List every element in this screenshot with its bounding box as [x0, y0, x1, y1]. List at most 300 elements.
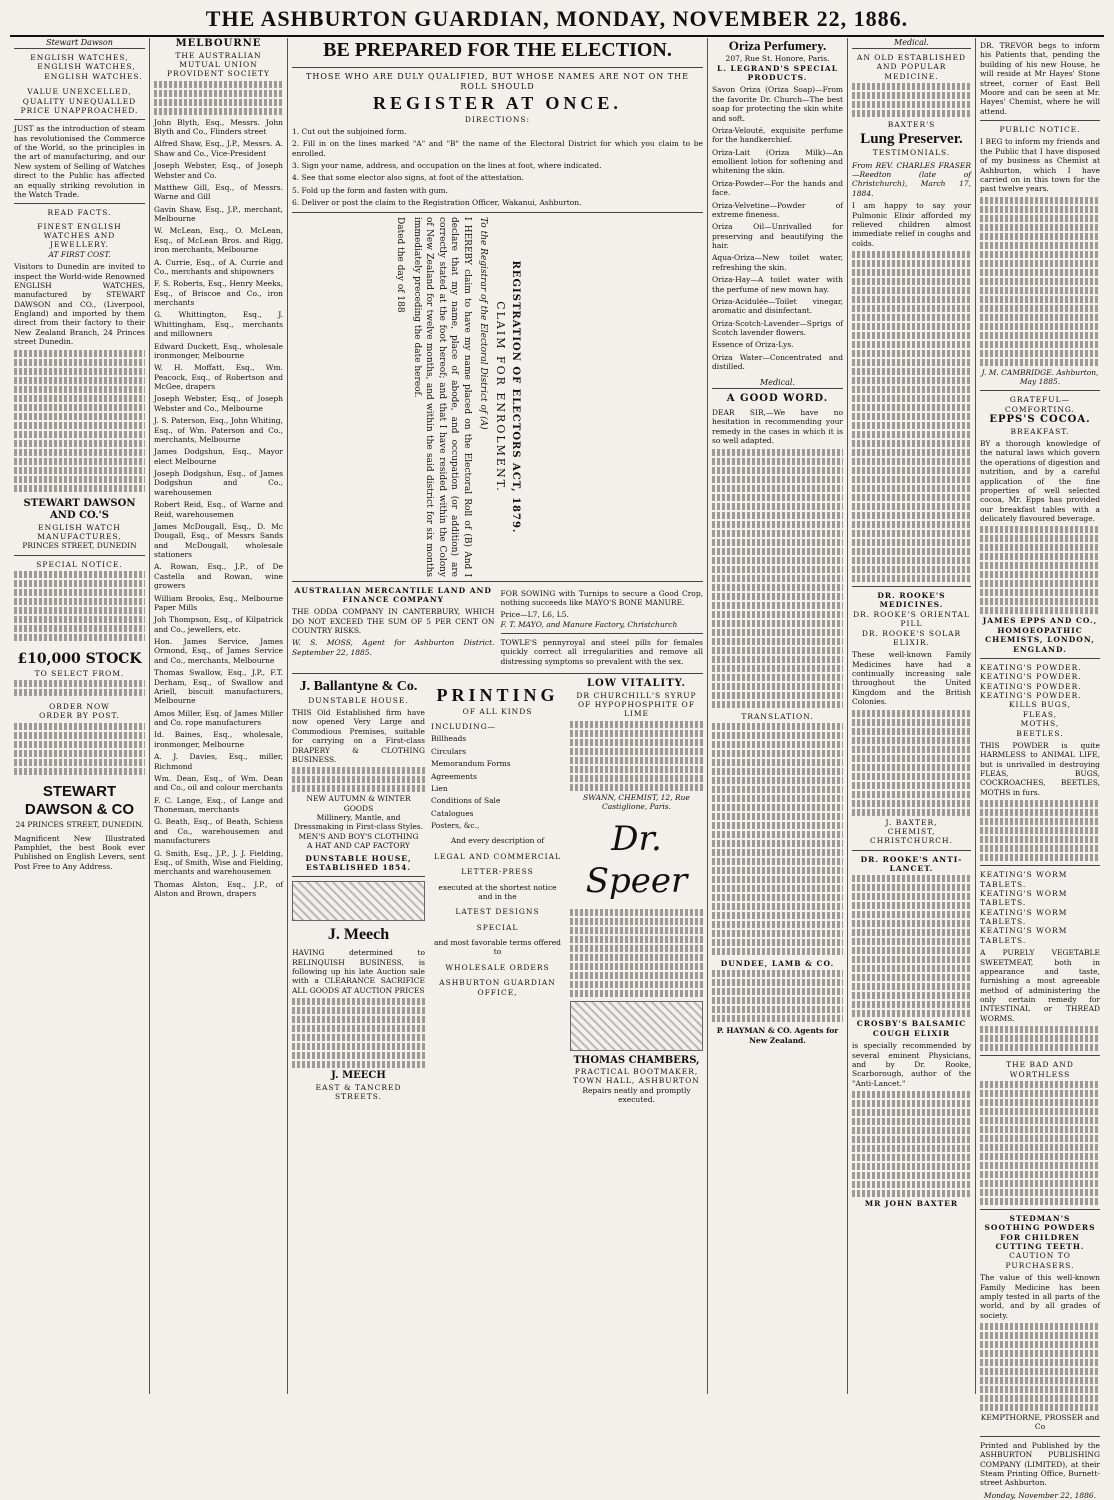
text-filler — [980, 197, 1100, 204]
epps-sig: JAMES EPPS AND CO., HOMOEOPATHIC CHEMISTS, LONDON, ENGLAND. — [982, 616, 1098, 654]
epps-grateful: GRATEFUL—COMFORTING. — [1004, 395, 1076, 414]
subscriber-entry: Gavin Shaw, Esq., J.P., merchant, Melbourne — [154, 204, 283, 223]
text-filler — [980, 206, 1100, 213]
text-filler — [570, 748, 703, 755]
text-filler — [852, 1091, 971, 1098]
printing-item: Billheads — [431, 734, 467, 744]
lung-pre: BAXTER'S — [887, 120, 936, 130]
divider — [292, 673, 703, 674]
text-filler — [14, 634, 145, 641]
trevor-notice: DR. TREVOR begs to inform his Patients that, pending the building of his new House, he will reside at Mr Hayes' Stone street, corner of East Bell Moore and can be seen at Mr. Hayes' Chemist, where he will attend. — [980, 41, 1100, 116]
text-filler — [980, 359, 1100, 366]
mercantile-body: THE ODDA COMPANY IN CANTERBURY, WHICH DO NOT EXCEED THE SUM OF 5 PER CENT ON COUNTRY RISKS. — [292, 607, 495, 635]
text-filler — [14, 377, 145, 384]
subscriber-entry: F. S. Roberts, Esq., Henry Meeks, Esq., of Briscoe and Co., iron merchants — [154, 279, 283, 307]
printing-wholesale: WHOLESALE ORDERS — [445, 962, 550, 972]
oriza-product: Oriza-Lait (Oriza Milk)—An emollient lotion for softening and whitening the skin. — [712, 147, 843, 176]
text-filler — [980, 1135, 1100, 1142]
printing-title: PRINTING — [436, 685, 559, 706]
text-filler — [980, 1350, 1100, 1357]
subscriber-entry: Joseph Webster, Esq., of Joseph Webster and Co., Melbourne — [154, 394, 283, 413]
divider — [292, 581, 703, 582]
text-filler — [292, 1016, 425, 1023]
text-filler — [570, 784, 703, 791]
text-filler — [292, 1007, 425, 1014]
printing-item: Posters, &c., — [431, 821, 480, 830]
text-filler — [852, 323, 971, 330]
subscriber-entry: William Brooks, Esq., Melbourne Paper Mills — [154, 593, 283, 612]
text-filler — [712, 593, 843, 600]
col2-heading: MELBOURNE — [175, 38, 262, 49]
text-filler — [14, 485, 145, 492]
baxter-role: CHEMIST, CHRISTCHURCH. — [870, 826, 953, 846]
divider — [980, 1436, 1100, 1437]
column-6 — [976, 38, 1104, 1500]
printing-more: And every description of — [450, 836, 545, 846]
text-filler — [712, 804, 843, 811]
text-filler — [712, 1015, 843, 1022]
oriza-product: Oriza-Velouté, exquisite perfume for the handkerchief. — [712, 125, 843, 145]
rooke-title: DR. ROOKE'S MEDICINES. — [877, 591, 946, 610]
epps-body: BY a thorough knowledge of the natural laws which govern the operations of digestion and nutrition, and by a careful application of the fine properties of well selected cocoa, Mr. Epps has provided our breakfast tables with a delicately flavoured beverage. — [980, 439, 1100, 523]
direction-item: 5. Fold up the form and fasten with gum. — [292, 185, 448, 195]
text-filler — [570, 918, 703, 925]
column-4 — [708, 38, 848, 1394]
direction-item: 1. Cut out the subjoined form. — [292, 126, 407, 136]
text-filler — [852, 548, 971, 555]
text-filler — [154, 108, 283, 115]
text-filler — [14, 732, 145, 739]
printing-office: ASHBURTON GUARDIAN — [439, 978, 556, 988]
divider — [292, 67, 703, 68]
ballantyne-item: MEN'S AND BOY'S CLOTHING — [298, 831, 419, 841]
subscriber-entry: Thomas Swallow, Esq., J.P., F.T. Derham, Esq., of Swallow and Ariell, biscuit manufacturers, Melbourne — [154, 668, 283, 706]
mercantile-sig: W. S. MOSS, Agent for Ashburton District. September 22, 1885. — [292, 638, 495, 657]
text-filler — [154, 99, 283, 106]
text-filler — [852, 377, 971, 384]
text-filler — [570, 739, 703, 746]
handwritten-signature: Dr. Speer — [585, 818, 688, 901]
text-filler — [712, 777, 843, 784]
rotated-form — [393, 217, 522, 577]
text-filler — [14, 680, 145, 687]
subscriber-entry: Alfred Shaw, Esq., J.P., Messrs. A. Shaw and Co., Vice-President — [154, 139, 283, 158]
text-filler — [14, 368, 145, 375]
direction-item: 2. Fill in on the lines marked "A" and "B" the name of the Electoral District for which you claim to be enrolled. — [292, 139, 703, 158]
worm-line: KEATING'S WORM TABLETS. — [980, 888, 1068, 908]
col5-label: Medical. — [852, 38, 971, 49]
text-filler — [14, 768, 145, 775]
subscriber-entry: John Blyth, Esq., Messrs. John Blyth and Co., Flinders street — [154, 117, 283, 136]
divider — [980, 1209, 1100, 1210]
stedman-title: STEDMAN'S SOOTHING POWDERS FOR CHILDREN CUTTING TEETH. — [984, 1213, 1096, 1251]
text-filler — [852, 782, 971, 789]
rooke-item: DR. ROOKE'S SOLAR ELIXIR. — [861, 628, 962, 647]
finest-heading: FINEST ENGLISH WATCHES AND — [37, 221, 122, 240]
subscriber-list — [154, 118, 283, 899]
stedman-body: The value of this well-known Family Medicine has been amply tested in all parts of the world, and by all grades of society. — [980, 1273, 1100, 1320]
oriza-product: Oriza-Velvetine—Powder of extreme fineness. — [712, 200, 843, 219]
text-filler — [712, 557, 843, 564]
oriza-product: Savon Oriza (Oriza Soap)—From the favorite Dr. Church—The best soap for protecting the skin white and soft. — [712, 85, 843, 123]
text-filler — [980, 260, 1100, 267]
text-filler — [852, 1172, 971, 1179]
worm-line: KEATING'S WORM TABLETS. — [980, 870, 1068, 889]
ballantyne-item: NEW AUTUMN & WINTER GOODS — [306, 794, 411, 813]
mercantile-ad — [292, 586, 495, 670]
epps-sub: BREAKFAST. — [1010, 426, 1070, 436]
text-filler — [852, 1145, 971, 1152]
text-filler — [712, 575, 843, 582]
oriza-heading: Oriza Perfumery. — [728, 38, 827, 53]
printing-sub: OF ALL KINDS — [462, 706, 533, 716]
divider — [501, 633, 704, 634]
meech-title: J. Meech — [327, 926, 390, 944]
text-filler — [570, 909, 703, 916]
text-filler — [852, 800, 971, 807]
text-filler — [712, 813, 843, 820]
text-filler — [852, 1190, 971, 1197]
text-filler — [980, 854, 1100, 861]
text-filler — [852, 791, 971, 798]
divider — [980, 120, 1100, 121]
text-filler — [980, 1171, 1100, 1178]
text-filler — [712, 840, 843, 847]
text-filler — [980, 1090, 1100, 1097]
text-filler — [14, 440, 145, 447]
text-filler — [980, 836, 1100, 843]
text-filler — [712, 930, 843, 937]
text-filler — [980, 562, 1100, 569]
text-filler — [14, 759, 145, 766]
masthead: THE ASHBURTON GUARDIAN, MONDAY, NOVEMBER 22, 1886. — [10, 6, 1104, 37]
subscriber-entry: Edward Duckett, Esq., wholesale ironmonger, Melbourne — [154, 341, 283, 360]
text-filler — [712, 1006, 843, 1013]
order-now: ORDER NOW — [49, 701, 110, 711]
text-filler — [570, 721, 703, 728]
text-filler — [852, 260, 971, 267]
text-filler — [980, 287, 1100, 294]
text-filler — [852, 719, 971, 726]
text-filler — [852, 974, 971, 981]
keating-line: KEATING'S POWDER. — [980, 691, 1082, 700]
printing-item: Circulars — [431, 746, 467, 756]
divider — [980, 658, 1100, 659]
mayo-title: FOR SOWING with Turnips to secure a Good Crop, nothing succeeds like MAYO'S BONE MANURE. — [500, 588, 703, 607]
oriza-product: Oriza-Hay—A toilet water with the perfume of new mown hay. — [712, 275, 843, 294]
ballantyne-item: A HAT AND CAP FACTORY — [307, 841, 410, 851]
ballantyne-sub: DUNSTABLE HOUSE. — [308, 695, 409, 705]
text-filler — [980, 1395, 1100, 1402]
text-filler — [980, 1081, 1100, 1088]
testimonial-body: I am happy to say your Pulmonic Elixir afforded my relieved children almost immediate relief in coughs and colds. — [852, 201, 971, 248]
meech-body: HAVING determined to RELINQUISH BUSINESS, is following up his late Auction sale with a CLEARANCE SACRIFICE ALL GOODS AT AUCTION PRICES — [292, 948, 425, 995]
towle-ad: TOWLE'S pennyroyal and steel pills for females quickly correct all irregularities and remove all distressing symptoms so prevalent with the sex. — [500, 638, 703, 666]
text-filler — [712, 948, 843, 955]
divider — [14, 203, 145, 204]
form-title: REGISTRATION OF ELECTORS ACT, 1879. — [510, 260, 521, 533]
stock-title: £10,000 STOCK — [17, 651, 142, 667]
text-filler — [712, 521, 843, 528]
text-filler — [852, 512, 971, 519]
kills-line: KILLS BUGS, — [1008, 700, 1072, 710]
form-sub: CLAIM FOR ENROLMENT. — [494, 300, 507, 493]
text-filler — [980, 305, 1100, 312]
text-filler — [980, 233, 1100, 240]
text-filler — [980, 1126, 1100, 1133]
chambers-addr: TOWN HALL, ASHBURTON — [573, 1076, 700, 1086]
ballantyne-item: Millinery, Mantle, and Dressmaking in First-class Styles. — [293, 813, 424, 832]
text-filler — [14, 689, 145, 696]
quality-line: QUALITY UNEQUALLED — [22, 96, 137, 106]
text-filler — [980, 1162, 1100, 1169]
text-filler — [14, 589, 145, 596]
text-filler — [852, 395, 971, 402]
order-by-post: ORDER BY POST. — [39, 711, 120, 721]
churchill-title: DR CHURCHILL'S SYRUP OF HYPOPHOSPHITE OF LIME — [576, 690, 697, 719]
text-filler — [980, 589, 1100, 596]
text-filler — [14, 359, 145, 366]
text-filler — [980, 1341, 1100, 1348]
divider — [292, 876, 425, 877]
mayo-ad — [501, 586, 704, 670]
columns — [10, 38, 1104, 1500]
divider — [852, 850, 971, 851]
text-filler — [14, 741, 145, 748]
text-filler — [712, 548, 843, 555]
cambridge-sig: J. M. CAMBRIDGE. Ashburton, May 1885. — [981, 367, 1099, 386]
text-filler — [712, 732, 843, 739]
text-filler — [852, 92, 971, 99]
text-filler — [292, 1034, 425, 1041]
text-filler — [712, 458, 843, 465]
text-filler — [712, 741, 843, 748]
directions-title: DIRECTIONS: — [464, 114, 531, 124]
text-filler — [852, 773, 971, 780]
text-filler — [292, 1052, 425, 1059]
divider — [980, 390, 1100, 391]
printing-including: INCLUDING— — [431, 722, 497, 731]
mayo-price: Price—L7, L6, L5. — [500, 610, 569, 620]
text-filler — [852, 710, 971, 717]
text-filler — [980, 251, 1100, 258]
watches-intro: JUST as the introduction of steam has revolutionised the Commerce of the World, so the principles in the art of manufacturing, and our New system of Selling of Watches direct to the Public has affected an equally striking revolution in the Watch Trade. — [14, 124, 145, 199]
text-filler — [712, 467, 843, 474]
text-filler — [852, 1154, 971, 1161]
text-filler — [852, 965, 971, 972]
text-filler — [980, 1153, 1100, 1160]
crosby-body: is specially recommended by several eminent Physicians, and by Dr. Rooke, Scarborough, author of the "Anti-Lancet." — [852, 1041, 971, 1088]
text-filler — [980, 1386, 1100, 1393]
text-filler — [712, 485, 843, 492]
subscriber-entry: Joseph Webster, Esq., of Joseph Webster and Co. — [154, 161, 283, 180]
text-filler — [14, 571, 145, 578]
watches-line-1: ENGLISH WATCHES, — [30, 53, 129, 62]
printing-executed: executed at the shortest notice and in the — [438, 882, 557, 901]
text-filler — [570, 775, 703, 782]
text-filler — [980, 332, 1100, 339]
text-filler — [980, 571, 1100, 578]
text-filler — [980, 1323, 1100, 1330]
ads-row-2 — [292, 678, 703, 1104]
text-filler — [712, 629, 843, 636]
divider — [852, 586, 971, 587]
text-filler — [980, 1332, 1100, 1339]
text-filler — [14, 449, 145, 456]
text-filler — [14, 413, 145, 420]
text-filler — [14, 750, 145, 757]
text-filler — [852, 314, 971, 321]
lung-title: Lung Preserver. — [860, 130, 963, 147]
printing-latest: LATEST DESIGNS — [455, 907, 540, 917]
subscriber-entry: Robert Reid, Esq., of Warne and Reid, warehousemen — [154, 500, 283, 519]
text-filler — [712, 566, 843, 573]
subscriber-entry: Joseph Dodgshun, Esq., of James Dodgshun and Co., warehousemen — [154, 469, 283, 497]
text-filler — [852, 1127, 971, 1134]
text-filler — [852, 1181, 971, 1188]
text-filler — [980, 526, 1100, 533]
text-filler — [712, 647, 843, 654]
boot-engraving — [570, 1001, 703, 1051]
text-filler — [712, 970, 843, 977]
subscriber-entry: Joh Thompson, Esq., of Kilpatrick and Co., jewellers, etc. — [154, 615, 283, 634]
text-filler — [852, 110, 971, 117]
text-filler — [852, 920, 971, 927]
crosby-title: CROSBY'S BALSAMIC COUGH ELIXIR — [856, 1019, 967, 1038]
printing-list — [431, 734, 564, 830]
text-filler — [14, 431, 145, 438]
text-filler — [852, 332, 971, 339]
churchill-sig: SWANN, CHEMIST, 12, Rue Castiglione, Paris. — [583, 792, 690, 812]
oriza-product: Oriza-Scotch-Lavender—Sprigs of Scotch lavender flowers. — [712, 318, 843, 337]
text-filler — [852, 404, 971, 411]
text-filler — [14, 607, 145, 614]
text-filler — [852, 929, 971, 936]
text-filler — [712, 912, 843, 919]
oriza-products — [712, 85, 843, 371]
text-filler — [570, 945, 703, 952]
kempthorne: KEMPTHORNE, PROSSER and Co — [980, 1413, 1100, 1432]
text-filler — [852, 737, 971, 744]
text-filler — [570, 936, 703, 943]
oriza-product: Oriza-Powder—For the hands and face. — [712, 178, 843, 198]
public-notice: PUBLIC NOTICE. — [999, 125, 1081, 134]
text-filler — [292, 1025, 425, 1032]
text-filler — [852, 521, 971, 528]
text-filler — [712, 795, 843, 802]
text-filler — [712, 921, 843, 928]
text-filler — [712, 530, 843, 537]
text-filler — [14, 467, 145, 474]
good-word-body: DEAR SIR,—We have no hesitation in recommending your remedy in the cases in which it is so well adapted. — [712, 408, 843, 446]
mercantile-title: AUSTRALIAN MERCANTILE LAND AND FINANCE COMPANY — [294, 585, 492, 604]
text-filler — [14, 350, 145, 357]
subscriber-entry: A. J. Davies, Esq., miller, Richmond — [154, 752, 283, 771]
jewellery-heading: JEWELLERY. — [50, 240, 109, 250]
mayo-sig: F. T. MAYO, and Manure Factory, Christchurch — [500, 619, 678, 629]
text-filler — [852, 476, 971, 483]
text-filler — [570, 972, 703, 979]
text-filler — [14, 395, 145, 402]
text-filler — [852, 296, 971, 303]
text-filler — [980, 1099, 1100, 1106]
text-filler — [852, 902, 971, 909]
text-filler — [852, 278, 971, 285]
subscriber-entry: G. Beath, Esq., of Beath, Schiess and Co., warehousemen and manufacturers — [154, 817, 283, 846]
subscriber-entry: Wm. Dean, Esq., of Wm. Dean and Co., oil and colour merchants — [154, 773, 283, 793]
worthless: THE BAD AND WORTHLESS — [1006, 1060, 1074, 1079]
text-filler — [852, 440, 971, 447]
text-filler — [14, 625, 145, 632]
text-filler — [712, 867, 843, 874]
text-filler — [14, 422, 145, 429]
text-filler — [980, 314, 1100, 321]
subscriber-entry: W. McLean, Esq., O. McLean, Esq., of McLean Bros. and Rigg, iron merchants, Melbourne — [154, 226, 283, 255]
subscriber-entry: Thomas Alston, Esq., J.P., of Alston and Brown, drapers — [154, 879, 283, 898]
oriza-product: Essence of Oriza-Lys. — [712, 340, 794, 350]
text-filler — [712, 692, 843, 699]
value-line: VALUE UNEXCELLED, — [27, 87, 132, 97]
text-filler — [852, 1100, 971, 1107]
text-filler — [852, 1001, 971, 1008]
printing-item: Conditions of Sale — [431, 796, 501, 806]
text-filler — [852, 875, 971, 882]
subscriber-entry: A. Rowan, Esq., J.P., of De Castella and Rowan, wine growers — [154, 562, 283, 591]
text-filler — [980, 1035, 1100, 1042]
text-filler — [980, 242, 1100, 249]
oriza-product: Oriza Water—Concentrated and distilled. — [712, 352, 843, 372]
text-filler — [852, 947, 971, 954]
text-filler — [980, 269, 1100, 276]
directions-list — [292, 127, 703, 208]
kills-line: FLEAS, — [1022, 709, 1058, 719]
text-filler — [980, 1144, 1100, 1151]
firm-address: PRINCES STREET, DUNEDIN — [22, 541, 137, 551]
text-filler — [712, 602, 843, 609]
subscriber-entry: Hon. James Service, James Ormond, Esq., of James Service and Co., merchants, Melbourne — [154, 637, 283, 665]
worm-body: A PURELY VEGETABLE SWEETMEAT, both in appearance and taste, furnishing a most agreeable method of administering the only certain remedy for INTESTINAL or THREAD WORMS. — [980, 948, 1100, 1023]
text-filler — [852, 467, 971, 474]
text-filler — [570, 963, 703, 970]
text-filler — [14, 580, 145, 587]
text-filler — [712, 885, 843, 892]
text-filler — [712, 683, 843, 690]
text-filler — [852, 983, 971, 990]
text-filler — [570, 730, 703, 737]
text-filler — [712, 988, 843, 995]
text-filler — [712, 786, 843, 793]
firm-name: STEWART DAWSON AND CO.'S — [23, 497, 136, 521]
text-filler — [852, 341, 971, 348]
direction-item: 6. Deliver or post the claim to the Registration Officer, Wakanui, Ashburton. — [292, 198, 582, 208]
text-filler — [712, 759, 843, 766]
text-filler — [852, 485, 971, 492]
text-filler — [980, 800, 1100, 807]
text-filler — [852, 530, 971, 537]
printing-item: Lien — [431, 783, 448, 793]
subscriber-entry: W. H. Moffatt, Esq., Wm. Peacock, Esq., of Robertson and McGee, drapers — [154, 363, 283, 391]
text-filler — [852, 287, 971, 294]
text-filler — [712, 768, 843, 775]
text-filler — [852, 503, 971, 510]
text-filler — [852, 938, 971, 945]
text-filler — [14, 476, 145, 483]
text-filler — [852, 956, 971, 963]
chambers-foot: Repairs neatly and promptly executed. — [582, 1085, 691, 1105]
dundee: DUNDEE, LAMB & CO. — [720, 958, 835, 968]
caution: CAUTION TO PURCHASERS. — [1005, 1251, 1075, 1270]
stock-sub: TO SELECT FROM. — [34, 668, 125, 678]
